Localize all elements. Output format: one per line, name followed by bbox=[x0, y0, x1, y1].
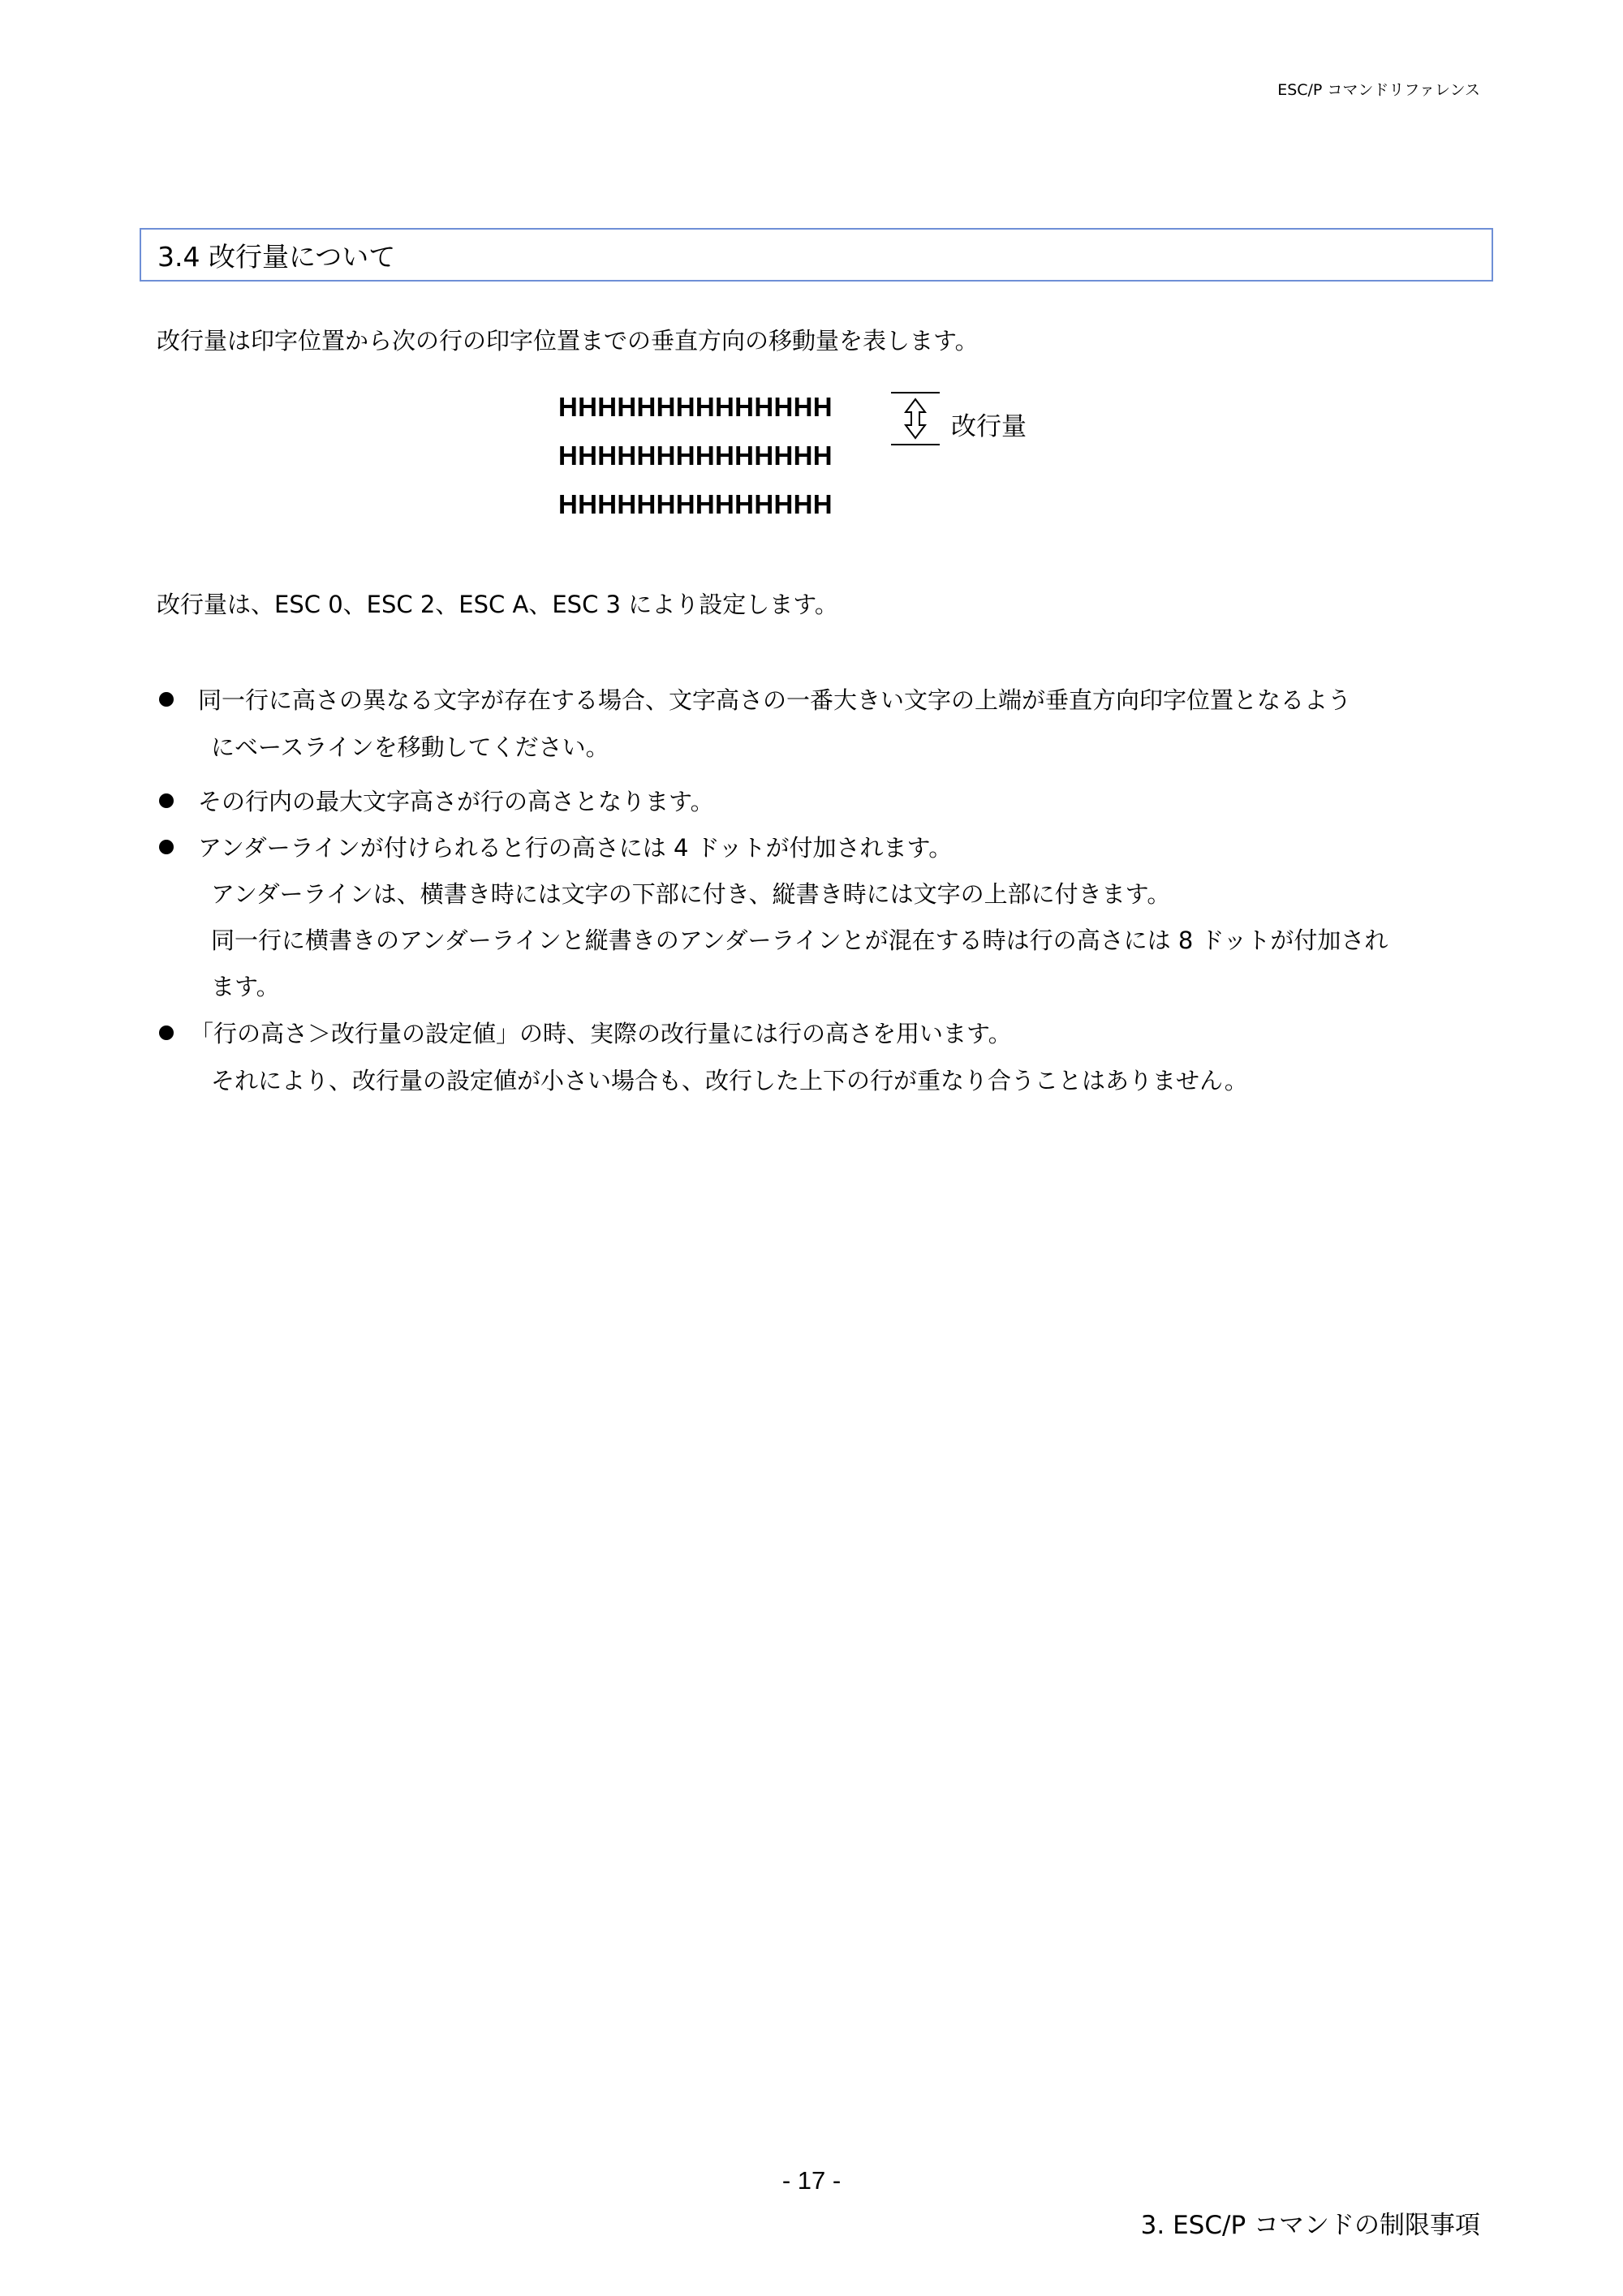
document-header-title: ESC/P コマンドリファレンス bbox=[1277, 81, 1480, 99]
bullet-dot bbox=[159, 840, 174, 854]
bullet-dot bbox=[159, 793, 174, 808]
line-feed-label: 改行量 bbox=[951, 412, 1027, 441]
bullet-3-line-4: ます。 bbox=[211, 973, 280, 1000]
bullet-3-line-1: アンダーラインが付けられると行の高さには 4 ドットが付加されます。 bbox=[198, 834, 953, 862]
bullet-dot bbox=[159, 692, 174, 707]
page-number: - 17 - bbox=[781, 2166, 842, 2195]
sample-line-2: HHHHHHHHHHHHHH bbox=[558, 441, 833, 471]
section-heading-box bbox=[140, 228, 1493, 282]
sample-line-1: HHHHHHHHHHHHHH bbox=[558, 392, 833, 422]
commands-paragraph: 改行量は、ESC 0、ESC 2、ESC A、ESC 3 により設定します。 bbox=[157, 591, 838, 618]
bullet-2-line-1: その行内の最大文字高さが行の高さとなります。 bbox=[198, 788, 714, 815]
bullet-3-line-3: 同一行に横書きのアンダーラインと縦書きのアンダーラインとが混在する時は行の高さには 8 ドットが付加され bbox=[211, 927, 1388, 954]
bullet-4-line-1: 「行の高さ＞改行量の設定値」の時、実際の改行量には行の高さを用います。 bbox=[190, 1020, 1012, 1047]
intro-paragraph: 改行量は印字位置から次の行の印字位置までの垂直方向の移動量を表します。 bbox=[157, 327, 979, 355]
bullet-4-line-2: それにより、改行量の設定値が小さい場合も、改行した上下の行が重なり合うことはありません。 bbox=[211, 1067, 1248, 1094]
footer-chapter-title: 3. ESC/P コマンドの制限事項 bbox=[1140, 2211, 1480, 2240]
sample-line-3: HHHHHHHHHHHHHH bbox=[558, 489, 833, 519]
bullet-1-line-2: にベースラインを移動してください。 bbox=[211, 733, 609, 761]
bullet-1-line-1: 同一行に高さの異なる文字が存在する場合、文字高さの一番大きい文字の上端が垂直方向印字位置となるよう bbox=[198, 686, 1352, 714]
section-title: 3.4 改行量について bbox=[157, 240, 396, 273]
line-feed-arrow-icon bbox=[889, 391, 941, 446]
bullet-3-line-2: アンダーラインは、横書き時には文字の下部に付き、縦書き時には文字の上部に付きます。 bbox=[211, 880, 1171, 908]
bullet-dot bbox=[159, 1025, 174, 1040]
